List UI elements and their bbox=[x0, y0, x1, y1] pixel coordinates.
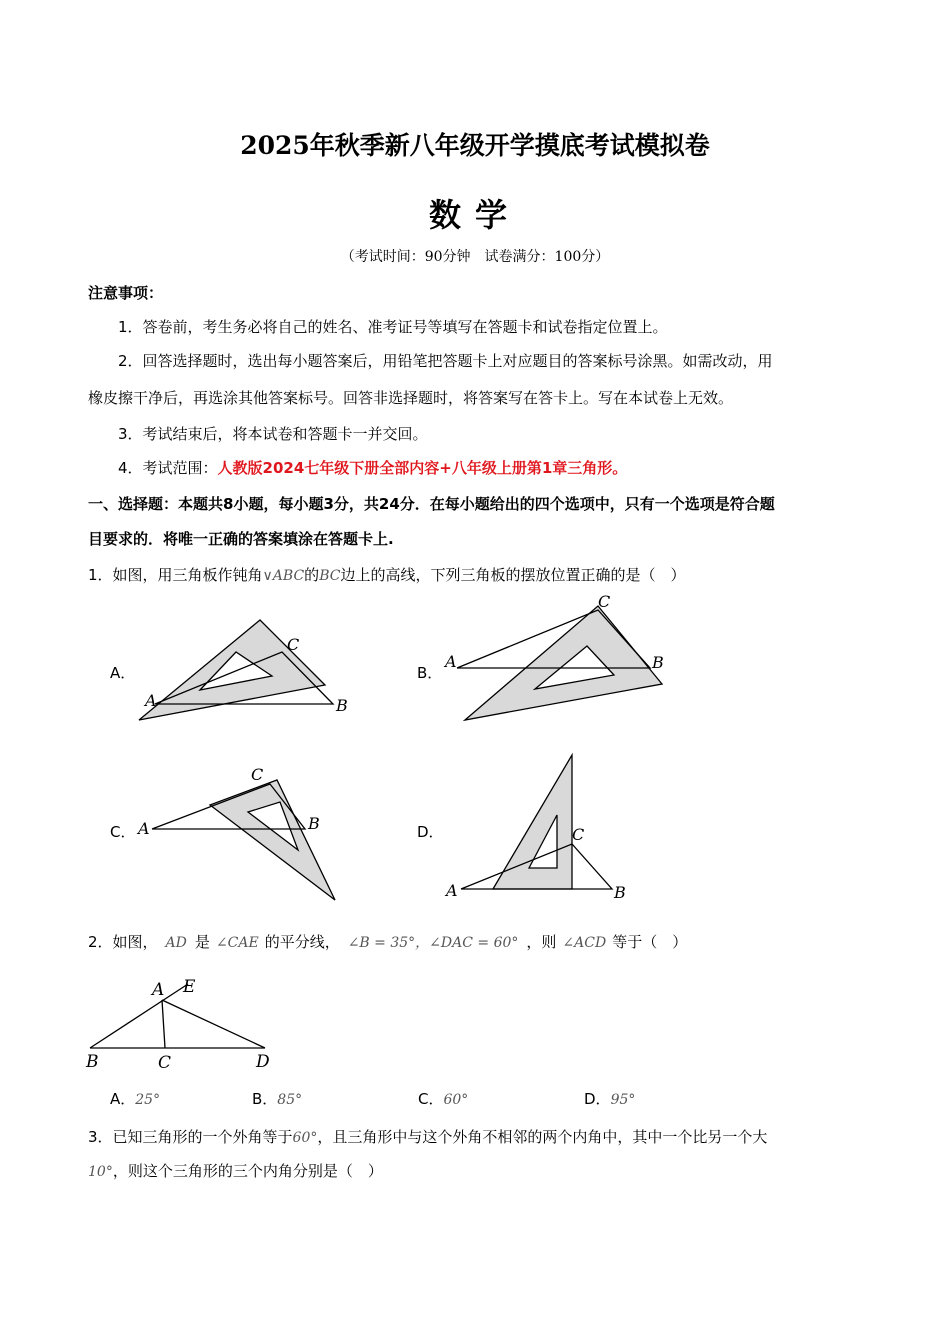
q3-math-10: 10° bbox=[88, 1164, 113, 1180]
q1-figure-d bbox=[444, 755, 626, 902]
fig-d-point-c: C bbox=[572, 825, 585, 844]
q1-figure-b bbox=[443, 592, 664, 720]
q2-choice-a-label: A． bbox=[110, 1090, 136, 1108]
q2-point-d: D bbox=[256, 1052, 270, 1072]
q2-point-b: B bbox=[86, 1052, 99, 1072]
q1-text-1: 1．如图，用三角板作钝角 bbox=[88, 566, 263, 584]
fig-b-point-a: A bbox=[445, 652, 457, 671]
q2-choice-b-value: 85° bbox=[277, 1092, 303, 1108]
fig-c-point-b: B bbox=[308, 814, 320, 833]
q1-option-d-label: D． bbox=[417, 823, 444, 841]
q3-text-2: ，且三角形中与这个外角不相邻的两个内角中，其中一个比另一个大 bbox=[317, 1128, 768, 1146]
q2-choice-a-value: 25° bbox=[135, 1092, 161, 1108]
q2-choice-b[interactable] bbox=[252, 1088, 302, 1109]
q2-choice-d-value: 95° bbox=[610, 1092, 636, 1108]
q1-text-3: 边上的高线，下列三角板的摆放位置正确的是（ ） bbox=[340, 566, 686, 584]
q2-point-c: C bbox=[158, 1053, 172, 1073]
q1-option-a-label: A． bbox=[110, 664, 136, 682]
notice-heading: 注意事项： bbox=[88, 284, 164, 302]
q2-point-e: E bbox=[183, 977, 196, 997]
line-ad bbox=[162, 1000, 265, 1048]
q2-choice-d-label: D． bbox=[584, 1090, 611, 1108]
q2-choice-c-label: C． bbox=[418, 1090, 444, 1108]
q1-math-angle: ∨ABC bbox=[262, 568, 305, 584]
time-info: （考试时间：90分钟 试卷满分：100分） bbox=[340, 249, 610, 265]
fig-b-point-c: C bbox=[598, 592, 611, 611]
q1-figure-a bbox=[139, 620, 348, 720]
q1-figure-c bbox=[136, 765, 335, 900]
set-square-c bbox=[210, 780, 335, 900]
set-square-b bbox=[465, 606, 662, 720]
q2-text-3: 的平分线， bbox=[264, 933, 340, 951]
q2-choice-d[interactable] bbox=[584, 1088, 635, 1109]
q3-text-1: 3．已知三角形的一个外角等于 bbox=[88, 1128, 293, 1146]
q1-text-2: 的 bbox=[304, 566, 320, 584]
fig-d-point-b: B bbox=[614, 883, 626, 902]
fig-a-point-c: C bbox=[287, 635, 300, 654]
notice-item-2a: 2．回答选择题时，选出每小题答案后，用铅笔把答题卡上对应题目的答案标号涂黑。如需改动，用 bbox=[118, 352, 773, 370]
section1-line2: 目要求的．将唯一正确的答案填涂在答题卡上. bbox=[88, 530, 394, 548]
line-ac bbox=[162, 1000, 165, 1048]
q2-choice-c[interactable] bbox=[418, 1088, 468, 1109]
fig-a-point-b: B bbox=[336, 696, 348, 715]
q2-math-cae: ∠CAE bbox=[215, 935, 259, 951]
q2-text-2: 是 bbox=[194, 933, 210, 951]
q2-choice-b-label: B． bbox=[252, 1090, 278, 1108]
q1-option-b-label: B． bbox=[417, 664, 443, 682]
fig-b-point-b: B bbox=[652, 653, 664, 672]
exam-scope: 人教版2024七年级下册全部内容+八年级上册第1章三角形。 bbox=[217, 459, 628, 477]
fig-d-point-a: A bbox=[446, 881, 458, 900]
q1-option-c-label: C． bbox=[110, 823, 136, 841]
notice-item-3: 3．考试结束后，将本试卷和答题卡一并交回。 bbox=[118, 425, 428, 443]
fig-c-point-a: A bbox=[138, 819, 150, 838]
q2-point-a: A bbox=[152, 980, 165, 1000]
section1-line1: 一、选择题：本题共8小题，每小题3分，共24分．在每小题给出的四个选项中，只有一个选项是符合题 bbox=[88, 495, 775, 513]
q2-math-acd: ∠ACD bbox=[562, 935, 607, 951]
q1-math-bc: BC bbox=[319, 568, 341, 584]
notice-item-1: 1．答卷前，考生务必将自己的姓名、准考证号等填写在答题卡和试卷指定位置上。 bbox=[118, 318, 668, 336]
line-be bbox=[90, 984, 188, 1048]
subject-title: 数学 bbox=[428, 196, 521, 234]
q2-math-conditions: ∠B = 35°，∠DAC = 60° bbox=[347, 935, 519, 951]
notice-item-2b: 橡皮擦干净后，再选涂其他答案标号。回答非选择题时，将答案写在答卡上。写在本试卷上无效。 bbox=[88, 389, 734, 407]
question-3-line1 bbox=[88, 1126, 767, 1147]
q2-text-4: ，则 bbox=[526, 933, 557, 951]
q2-choice-a[interactable] bbox=[110, 1088, 160, 1109]
question-2-stem bbox=[88, 931, 687, 952]
q2-figure bbox=[80, 970, 310, 1075]
q3-text-3: ，则这个三角形的三个内角分别是（ ） bbox=[112, 1162, 383, 1180]
q3-math-60: 60° bbox=[292, 1130, 318, 1146]
set-square-d bbox=[493, 755, 572, 889]
question-3-line2 bbox=[88, 1160, 383, 1181]
exam-title: 2025年秋季新八年级开学摸底考试模拟卷 bbox=[240, 131, 710, 160]
q2-math-ad: AD bbox=[165, 935, 187, 951]
q2-text-1: 2．如图， bbox=[88, 933, 158, 951]
fig-c-point-c: C bbox=[251, 765, 264, 784]
fig-a-point-a: A bbox=[145, 691, 157, 710]
notice-item-4-prefix: 4．考试范围： bbox=[118, 459, 218, 477]
q2-choice-c-value: 60° bbox=[443, 1092, 469, 1108]
q2-text-5: 等于（ ） bbox=[612, 933, 688, 951]
